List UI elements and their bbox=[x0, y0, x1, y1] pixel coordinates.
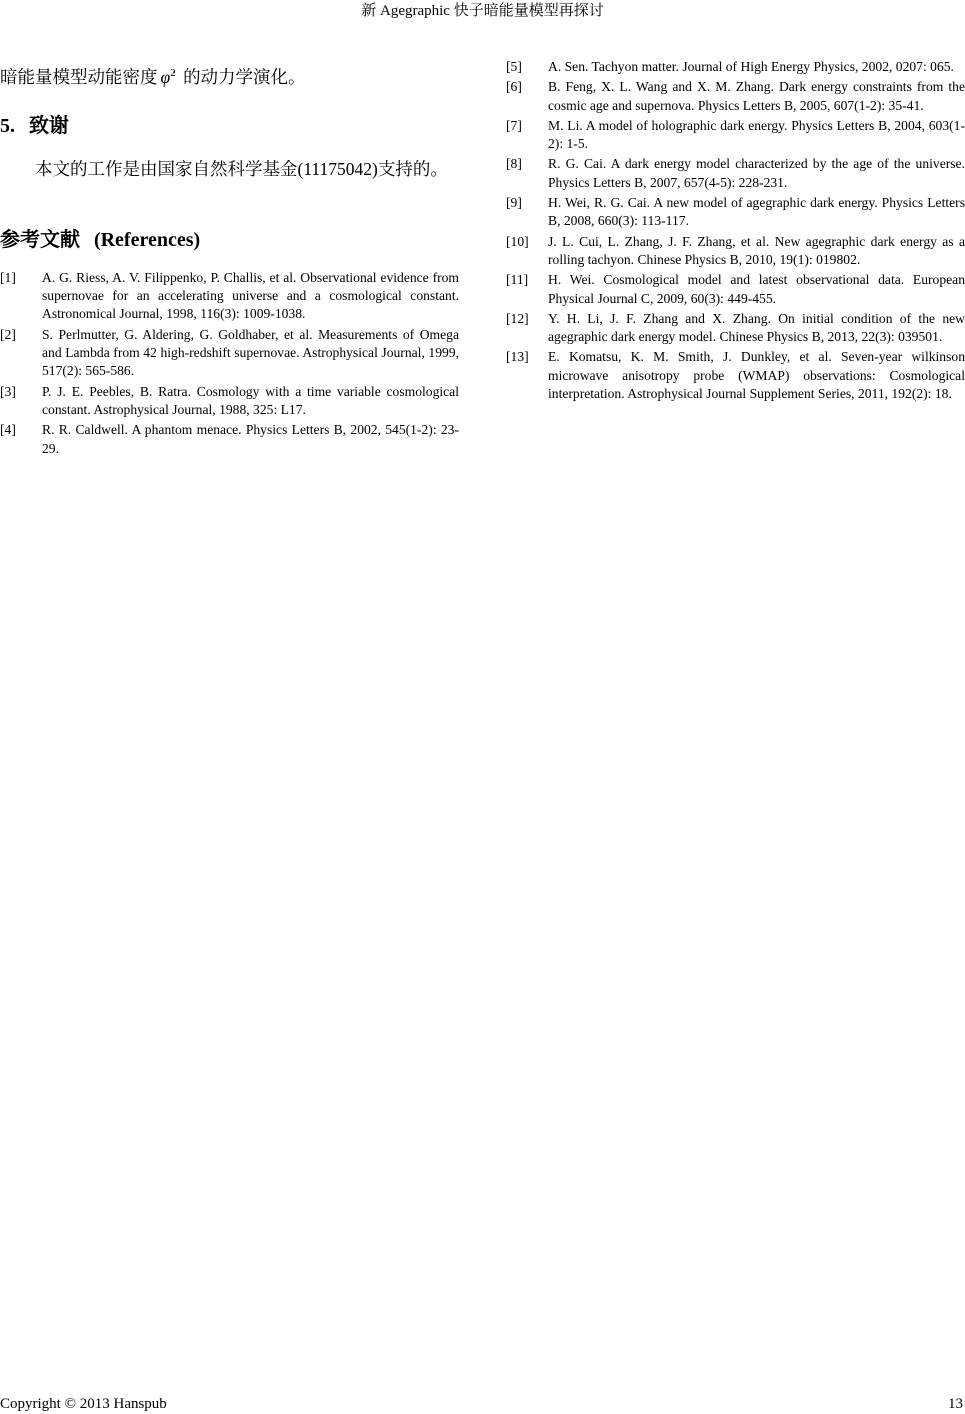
phi-dot-squared-symbol bbox=[161, 58, 176, 93]
ack-heading-number: 5. bbox=[0, 114, 15, 137]
reference-item bbox=[0, 326, 459, 381]
left-column bbox=[0, 58, 459, 460]
reference-text: S. Perlmutter, G. Aldering, G. Goldhaber, et al. Measurements of Omega and Lambda from 42 high-redshift supernovae. Astrophysical Journal, 1999, 517(2): 565-586. bbox=[42, 326, 459, 379]
reference-text: B. Feng, X. L. Wang and X. M. Zhang. Dark energy constraints from the cosmic age and supernova. Physics Letters B, 2005, 607(1-2): 35-41. bbox=[548, 79, 965, 113]
phi-superscript: 2 bbox=[170, 67, 176, 79]
reference-text: H. Wei, R. G. Cai. A new model of agegraphic dark energy. Physics Letters B, 2008, 660(3): 113-117. bbox=[548, 195, 965, 229]
phi-dot-symbol: φ̇ bbox=[160, 66, 171, 87]
reference-text: A. Sen. Tachyon matter. Journal of High Energy Physics, 2002, 0207: 065. bbox=[548, 59, 954, 74]
references-heading-en: (References) bbox=[93, 228, 201, 251]
reference-number: [5] bbox=[506, 59, 522, 74]
reference-item bbox=[0, 269, 459, 324]
intro-text-after: 的动力学演化。 bbox=[178, 66, 306, 87]
reference-number: [3] bbox=[0, 383, 16, 399]
reference-text: Y. H. Li, J. F. Zhang and X. Zhang. On initial condition of the new agegraphic dark energy model. Chinese Physics B, 2013, 22(3): 039501. bbox=[548, 310, 965, 345]
intro-text-before: 暗能量模型动能密度 bbox=[0, 66, 158, 87]
reference-item bbox=[506, 271, 965, 308]
reference-item bbox=[506, 155, 965, 192]
reference-text: M. Li. A model of holographic dark energy. Physics Letters B, 2004, 603(1-2): 1-5. bbox=[548, 117, 965, 152]
reference-text: R. G. Cai. A dark energy model characterized by the age of the universe. Physics Letters B, 2007, 657(4-5): 228-231. bbox=[548, 156, 965, 190]
running-title: 新 Agegraphic 快子暗能量模型再探讨 bbox=[361, 3, 604, 19]
page-number: 13 bbox=[948, 1396, 963, 1412]
reference-number: [2] bbox=[0, 326, 16, 342]
copyright-notice: Copyright © 2013 Hanspub bbox=[0, 1396, 167, 1412]
reference-number: [11] bbox=[506, 272, 529, 288]
references-heading-cn: 参考文献 bbox=[0, 226, 80, 251]
reference-item bbox=[506, 58, 965, 76]
ack-heading bbox=[0, 109, 459, 138]
reference-text: H. Wei. Cosmological model and latest observational data. European Physical Journal C, 2009, 60(3): 449-455. bbox=[548, 272, 965, 306]
reference-list-left bbox=[0, 269, 459, 458]
reference-item bbox=[506, 194, 965, 231]
reference-number: [4] bbox=[0, 422, 16, 438]
references-heading bbox=[0, 223, 459, 252]
reference-number: [13] bbox=[506, 349, 529, 365]
reference-item bbox=[0, 383, 459, 420]
reference-item bbox=[506, 233, 965, 270]
reference-number: [8] bbox=[506, 156, 522, 172]
ack-heading-title: 致谢 bbox=[28, 112, 69, 137]
reference-item bbox=[506, 348, 965, 403]
reference-text: E. Komatsu, K. M. Smith, J. Dunkley, et al. Seven-year wilkinson microwave anisotropy probe (WMAP) observations: Cosmological interpretation. Astrophysical Journal Supplement Series, 2011, 192(2): 18. bbox=[548, 349, 965, 402]
running-header bbox=[0, 0, 965, 22]
reference-text: P. J. E. Peebles, B. Ratra. Cosmology with a time variable cosmological constant. Astrophysical Journal, 1988, 325: L17. bbox=[42, 383, 459, 417]
reference-text: J. L. Cui, L. Zhang, J. F. Zhang, et al. New agegraphic dark energy as a rolling tachyon. Chinese Physics B, 2010, 19(1): 019802. bbox=[548, 233, 965, 267]
reference-number: [1] bbox=[0, 269, 16, 285]
intro-line bbox=[0, 58, 459, 93]
reference-number: [6] bbox=[506, 79, 522, 95]
reference-number: [12] bbox=[506, 310, 529, 326]
reference-number: [7] bbox=[506, 117, 522, 133]
reference-item bbox=[506, 117, 965, 154]
ack-paragraph: 本文的工作是由国家自然科学基金(11175042)支持的。 bbox=[35, 158, 448, 179]
right-column bbox=[506, 58, 965, 405]
reference-text: R. R. Caldwell. A phantom menace. Physics Letters B, 2002, 545(1-2): 23-29. bbox=[42, 422, 459, 456]
reference-item bbox=[0, 421, 459, 458]
reference-number: [9] bbox=[506, 195, 522, 211]
reference-item bbox=[506, 310, 965, 347]
reference-list-right bbox=[506, 58, 965, 403]
reference-item bbox=[506, 78, 965, 115]
reference-number: [10] bbox=[506, 233, 529, 249]
reference-text: A. G. Riess, A. V. Filippenko, P. Challis, et al. Observational evidence from supernovae for an accelerating universe and a cosmological constant. Astronomical Journal, 1998, 116(3): 1009-1038. bbox=[42, 269, 459, 322]
